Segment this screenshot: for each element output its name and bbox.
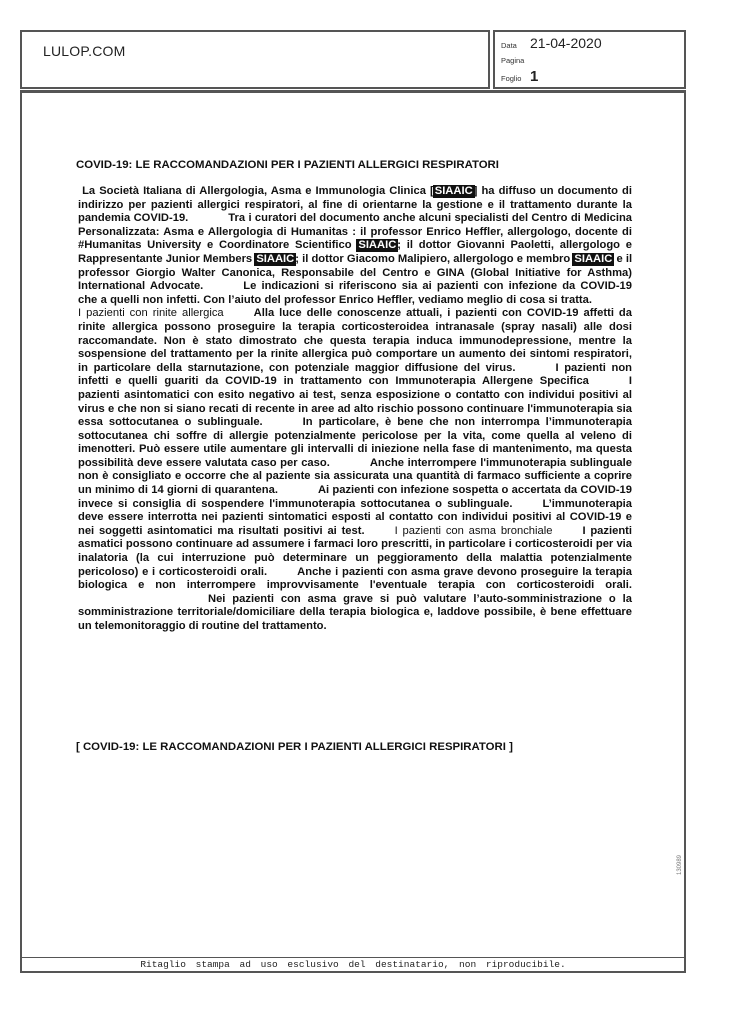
body-segment: ] ha diffuso un documento di indirizzo per pazienti allergici respiratori, al fine di orientarne la gestione e il trattamento durante la pandemia COVID-19. [78,185,632,225]
body-segment: Anche i pazienti con asma grave devono proseguire la terapia biologica e non interrompere improvvisamente l'eventuale terapia con corticosteroidi orali. [78,565,632,592]
article-body [78,185,632,634]
body-segment: Tra i curatori del documento anche alcuni specialisti del Centro di Medicina Personalizzata: Asma e Allergologia di Humanitas : il professor Enrico Heffler, allergologo, docente di #Humanitas University e Coordinatore Scientifico [78,212,632,252]
siaaic-tag: SIAAIC [358,239,397,252]
subheading-rinite: I pazienti con rinite allergica [78,307,224,320]
article-box [20,90,686,959]
date-label: Data [501,41,517,50]
side-code-text: 130989 [677,854,683,876]
siaaic-tag: SIAAIC [574,252,613,265]
body-segment: I pazienti non infetti e quelli guariti da COVID-19 in trattamento con Immunoterapia Allergene Specifica [78,361,632,388]
pagina-label: Pagina [501,56,525,65]
body-segment: Anche interrompere l'immunoterapia sublinguale non è consigliato e occorre che al paziente sia assicurata una quantità di farmaco sufficiente a coprire un minimo di 14 giorni di quarantena. [78,456,632,497]
date-row [501,35,602,51]
body-segment: Alla luce delle conoscenze attuali, i pazienti con COVID-19 affetti da rinite allergica possono proseguire la terapia corticosteroidea intranasale (spray nasali) alle dosi raccomandate. Non è stato dimostrato che questa terapia induca immunodepressione, mentre la sospensione del trattamento per la rinite allergica può comportare un aumento dei sintomi respiratori, in particolare della starnutazione, con potenziale maggior diffusione del virus. [78,307,632,374]
body-segment: La Società Italiana di Allergologia, Asma e Immunologia Clinica [ [82,185,434,197]
body-segment: ; il dottor Giacomo Malipiero, allergologo e membro [295,252,571,265]
article-end-title: [ COVID-19: LE RACCOMANDAZIONI PER I PAZIENTI ALLERGICI RESPIRATORI ] [76,741,513,753]
footer-disclaimer: Ritaglio stampa ad uso esclusivo del destinatario, non riproducibile. [140,959,566,970]
date-value: 21-04-2020 [530,35,602,51]
body-segment: e il professor Giorgio Walter Canonica, Responsabile del Centro e GINA (Global Initiative for Asthma) International Advocate. [78,252,633,293]
body-segment: I pazienti asmatici possono continuare ad assumere i farmaci loro prescritti, in particolare i corticosteroidi per via inalatoria (la cui interruzione può determinare un peggioramento della malattia potenzialmente pericoloso) e i corticosteroidi orali. [78,524,632,578]
siaaic-tag: SIAAIC [434,185,473,197]
body-segment: Le indicazioni si riferiscono sia ai pazienti con infezione da COVID-19 che a quelli non infetti. Con l’aiuto del professor Enrico Heffler, vediamo meglio di cosa si tratta. [78,280,632,306]
body-segment: Nei pazienti con asma grave si può valutare l’auto-somministrazione o la somministrazione territoriale/domiciliare della terapia biologica e, laddove possibile, è bene effettuare un telemonitoraggio di routine del trattamento. [78,592,632,632]
body-segment: ; il dottor Giovanni Paoletti, allergologo e Rappresentante Junior Members [78,239,632,265]
body-segment: I pazienti asintomatici con esito negativo ai test, senza esposizione o contatto con individui positivi al virus e che non si siano recati di recente in aree ad alto rischio possono continuare l'immunoterapia sia essa sottocutanea o sublinguale. [78,375,632,429]
side-code [670,850,690,880]
body-segment: L’immunoterapia deve essere interrotta nei pazienti sintomatici esposti al contatto con individui positivi al COVID-19 e nei soggetti asintomatici ma risultati positivi ai test. [78,497,632,537]
header-brand-box [20,30,490,89]
header-meta-box [493,30,686,89]
footer-bar [20,957,686,973]
siaaic-tag: SIAAIC [256,252,295,265]
foglio-label: Foglio [501,74,522,83]
body-segment: Ai pazienti con infezione sospetta o accertata da COVID-19 invece si consiglia di sospendere l'immunoterapia sottocutanea o sublinguale. [78,484,632,510]
article-title: COVID-19: LE RACCOMANDAZIONI PER I PAZIENTI ALLERGICI RESPIRATORI [76,159,499,171]
body-segment: In particolare, è bene che non interrompa l’immunoterapia sottocutanea chi soffre di allergie potenzialmente pericolose per la vita, come quella al veleno di imenotteri. Può essere utile aumentare gli intervalli di iniezione nella fase di mantenimento, ma questa possibilità deve essere valutata caso per caso. [78,416,633,469]
publication-name: LULOP.COM [43,43,126,59]
foglio-row [501,68,538,85]
foglio-value: 1 [530,68,539,85]
pagina-row [501,56,530,65]
subheading-asma: I pazienti con asma bronchiale [394,524,553,537]
